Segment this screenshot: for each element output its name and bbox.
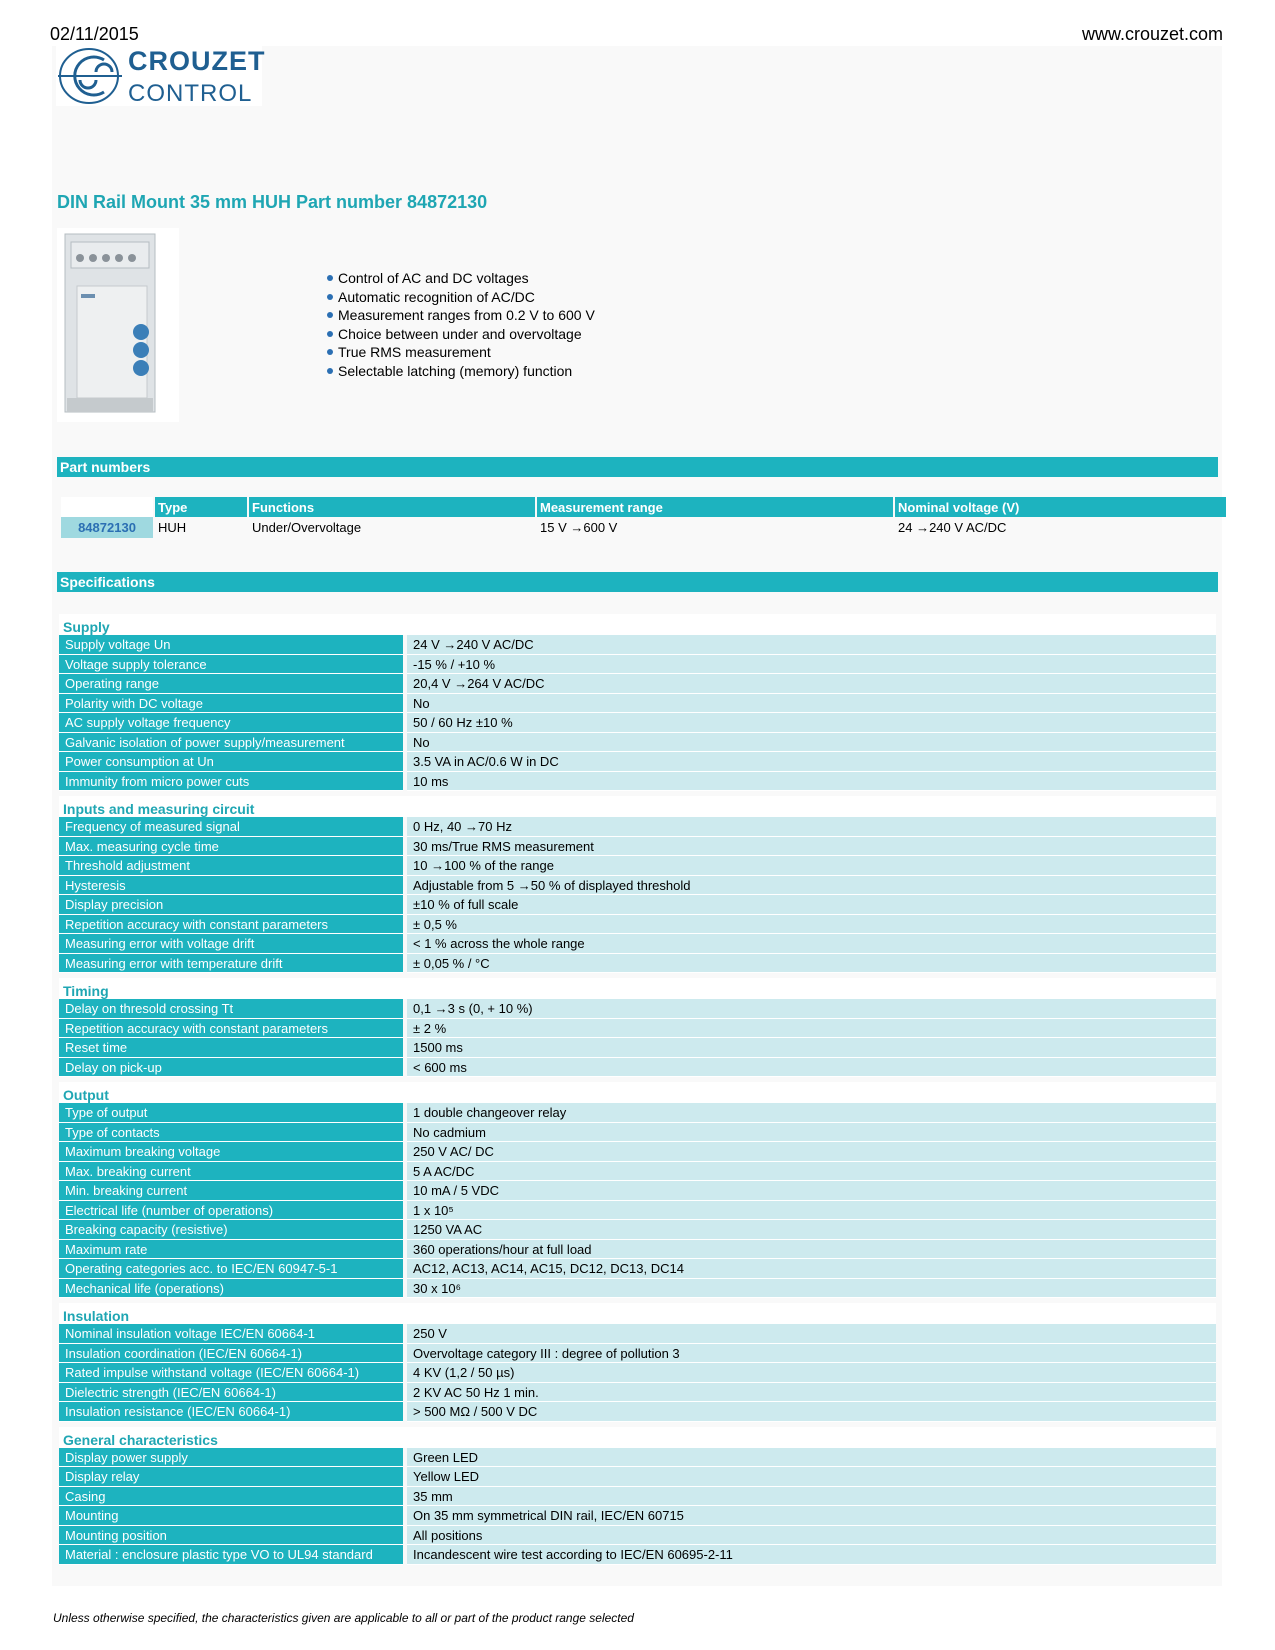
column-header: Nominal voltage (V) xyxy=(895,497,1226,517)
spec-label: Breaking capacity (resistive) xyxy=(59,1220,403,1240)
spec-row xyxy=(59,1506,1216,1526)
logo-line-1: CROUZET xyxy=(128,46,266,76)
spec-row xyxy=(59,1279,1216,1299)
spec-value: 2 KV AC 50 Hz 1 min. xyxy=(407,1383,1216,1403)
spec-row xyxy=(59,954,1216,974)
spec-value: ±10 % of full scale xyxy=(407,895,1216,915)
spec-value: 30 ms/True RMS measurement xyxy=(407,837,1216,857)
spec-value: 50 / 60 Hz ±10 % xyxy=(407,713,1216,733)
logo-line-2: CONTROL xyxy=(128,80,253,107)
spec-label: Insulation coordination (IEC/EN 60664-1) xyxy=(59,1344,403,1364)
feature-item: Choice between under and overvoltage xyxy=(327,325,595,344)
logo-mark-icon xyxy=(56,46,126,106)
spec-group-title: Insulation xyxy=(59,1303,1216,1324)
spec-label: Delay on pick-up xyxy=(59,1058,403,1078)
spec-label: Insulation resistance (IEC/EN 60664-1) xyxy=(59,1402,403,1422)
spec-label: Repetition accuracy with constant parameters xyxy=(59,915,403,935)
part-numbers-table xyxy=(59,497,1228,538)
spec-label: Rated impulse withstand voltage (IEC/EN 60664-1) xyxy=(59,1363,403,1383)
spec-label: AC supply voltage frequency xyxy=(59,713,403,733)
spec-row xyxy=(59,876,1216,896)
spec-row xyxy=(59,1402,1216,1422)
spec-row xyxy=(59,817,1216,837)
spec-row xyxy=(59,1240,1216,1260)
spec-value: ± 2 % xyxy=(407,1019,1216,1039)
specifications-table xyxy=(59,614,1216,1570)
spec-value: 4 KV (1,2 / 50 µs) xyxy=(407,1363,1216,1383)
spec-value: Adjustable from 5 →50 % of displayed threshold xyxy=(407,876,1216,896)
spec-value: 10 mA / 5 VDC xyxy=(407,1181,1216,1201)
spec-row xyxy=(59,1058,1216,1078)
spec-label: Type of output xyxy=(59,1103,403,1123)
spec-label: Voltage supply tolerance xyxy=(59,655,403,675)
spec-label: Threshold adjustment xyxy=(59,856,403,876)
spec-row xyxy=(59,1487,1216,1507)
specifications-header: Specifications xyxy=(57,572,1218,592)
spec-row xyxy=(59,1220,1216,1240)
spec-label: Immunity from micro power cuts xyxy=(59,772,403,792)
spec-value: 10 →100 % of the range xyxy=(407,856,1216,876)
spec-value: 1 x 10⁵ xyxy=(407,1201,1216,1221)
spec-row xyxy=(59,694,1216,714)
spec-row xyxy=(59,635,1216,655)
spec-row xyxy=(59,1324,1216,1344)
spec-label: Polarity with DC voltage xyxy=(59,694,403,714)
spec-label: Mounting position xyxy=(59,1526,403,1546)
spec-value: 1250 VA AC xyxy=(407,1220,1216,1240)
spec-label: Power consumption at Un xyxy=(59,752,403,772)
spec-label: Measuring error with temperature drift xyxy=(59,954,403,974)
spec-value: 35 mm xyxy=(407,1487,1216,1507)
spec-label: Maximum breaking voltage xyxy=(59,1142,403,1162)
spec-row xyxy=(59,895,1216,915)
spec-label: Display relay xyxy=(59,1467,403,1487)
spec-label: Maximum rate xyxy=(59,1240,403,1260)
spec-label: Display power supply xyxy=(59,1448,403,1468)
spec-value: -15 % / +10 % xyxy=(407,655,1216,675)
spec-row xyxy=(59,674,1216,694)
cell-functions: Under/Overvoltage xyxy=(252,520,362,535)
feature-item: True RMS measurement xyxy=(327,343,595,362)
product-image xyxy=(57,228,179,422)
spec-label: Frequency of measured signal xyxy=(59,817,403,837)
spec-value: 5 A AC/DC xyxy=(407,1162,1216,1182)
spec-label: Repetition accuracy with constant parameters xyxy=(59,1019,403,1039)
spec-row xyxy=(59,1383,1216,1403)
column-header: Measurement range xyxy=(537,497,893,517)
spec-row xyxy=(59,1448,1216,1468)
spec-label: Mechanical life (operations) xyxy=(59,1279,403,1299)
spec-label: Galvanic isolation of power supply/measurement xyxy=(59,733,403,753)
spec-value: < 1 % across the whole range xyxy=(407,934,1216,954)
spec-value: 250 V AC/ DC xyxy=(407,1142,1216,1162)
feature-item: Automatic recognition of AC/DC xyxy=(327,288,595,307)
spec-value: 0,1 →3 s (0, + 10 %) xyxy=(407,999,1216,1019)
spec-row xyxy=(59,837,1216,857)
spec-row xyxy=(59,934,1216,954)
spec-label: Nominal insulation voltage IEC/EN 60664-1 xyxy=(59,1324,403,1344)
spec-value: 1500 ms xyxy=(407,1038,1216,1058)
spec-label: Measuring error with voltage drift xyxy=(59,934,403,954)
spec-value: 250 V xyxy=(407,1324,1216,1344)
spec-value: ± 0,05 % / °C xyxy=(407,954,1216,974)
spec-group-title: Output xyxy=(59,1082,1216,1103)
spec-value: 24 V →240 V AC/DC xyxy=(407,635,1216,655)
spec-row xyxy=(59,1142,1216,1162)
header-url[interactable]: www.crouzet.com xyxy=(1081,24,1223,44)
spec-value: Yellow LED xyxy=(407,1467,1216,1487)
spec-label: Material : enclosure plastic type VO to UL94 standard xyxy=(59,1545,403,1565)
spec-row xyxy=(59,1526,1216,1546)
spec-row xyxy=(59,1162,1216,1182)
spec-label: Operating categories acc. to IEC/EN 60947-5-1 xyxy=(59,1259,403,1279)
feature-item: Control of AC and DC voltages xyxy=(327,269,595,288)
spec-label: Max. measuring cycle time xyxy=(59,837,403,857)
spec-group-title: General characteristics xyxy=(59,1427,1216,1448)
column-header: Type xyxy=(155,497,247,517)
spec-label: Electrical life (number of operations) xyxy=(59,1201,403,1221)
feature-list xyxy=(327,269,595,380)
spec-label: Display precision xyxy=(59,895,403,915)
spec-row xyxy=(59,1467,1216,1487)
crouzet-logo xyxy=(56,46,266,107)
spec-label: Operating range xyxy=(59,674,403,694)
spec-value: 360 operations/hour at full load xyxy=(407,1240,1216,1260)
spec-label: Reset time xyxy=(59,1038,403,1058)
spec-row xyxy=(59,1259,1216,1279)
page-title: DIN Rail Mount 35 mm HUH Part number 84872130 xyxy=(57,192,488,212)
spec-value: 3.5 VA in AC/0.6 W in DC xyxy=(407,752,1216,772)
spec-value: No cadmium xyxy=(407,1123,1216,1143)
spec-value: 10 ms xyxy=(407,772,1216,792)
spec-row xyxy=(59,713,1216,733)
spec-row xyxy=(59,999,1216,1019)
spec-value: 20,4 V →264 V AC/DC xyxy=(407,674,1216,694)
spec-value: 0 Hz, 40 →70 Hz xyxy=(407,817,1216,837)
spec-value: < 600 ms xyxy=(407,1058,1216,1078)
spec-value: AC12, AC13, AC14, AC15, DC12, DC13, DC14 xyxy=(407,1259,1216,1279)
spec-value: 1 double changeover relay xyxy=(407,1103,1216,1123)
spec-value: No xyxy=(407,694,1216,714)
spec-value: Overvoltage category III : degree of pollution 3 xyxy=(407,1344,1216,1364)
spec-row xyxy=(59,915,1216,935)
spec-row xyxy=(59,1201,1216,1221)
spec-label: Delay on thresold crossing Tt xyxy=(59,999,403,1019)
spec-row xyxy=(59,1038,1216,1058)
feature-item: Measurement ranges from 0.2 V to 600 V xyxy=(327,306,595,325)
spec-label: Hysteresis xyxy=(59,876,403,896)
spec-row xyxy=(59,1344,1216,1364)
column-header: Functions xyxy=(249,497,535,517)
spec-value: No xyxy=(407,733,1216,753)
spec-row xyxy=(59,1103,1216,1123)
spec-label: Min. breaking current xyxy=(59,1181,403,1201)
cell-voltage: 24 →240 V AC/DC xyxy=(898,520,1007,535)
spec-row xyxy=(59,1123,1216,1143)
cell-range: 15 V →600 V xyxy=(540,520,618,535)
spec-label: Mounting xyxy=(59,1506,403,1526)
spec-value: > 500 MΩ / 500 V DC xyxy=(407,1402,1216,1422)
cell-type: HUH xyxy=(158,520,187,535)
spec-value: All positions xyxy=(407,1526,1216,1546)
spec-row xyxy=(59,1545,1216,1565)
footer-note: Unless otherwise specified, the characteristics given are applicable to all or part of the product range selected xyxy=(53,1611,634,1625)
spec-value: 30 x 10⁶ xyxy=(407,1279,1216,1299)
spec-group-title: Supply xyxy=(59,614,1216,635)
spec-group-title: Inputs and measuring circuit xyxy=(59,796,1216,817)
spec-row xyxy=(59,856,1216,876)
spec-label: Dielectric strength (IEC/EN 60664-1) xyxy=(59,1383,403,1403)
feature-item: Selectable latching (memory) function xyxy=(327,362,595,381)
table-row xyxy=(61,517,1226,538)
spec-row xyxy=(59,1019,1216,1039)
spec-row xyxy=(59,733,1216,753)
spec-value: On 35 mm symmetrical DIN rail, IEC/EN 60715 xyxy=(407,1506,1216,1526)
spec-label: Type of contacts xyxy=(59,1123,403,1143)
spec-group-title: Timing xyxy=(59,978,1216,999)
spec-row xyxy=(59,1363,1216,1383)
spec-label: Supply voltage Un xyxy=(59,635,403,655)
spec-row xyxy=(59,752,1216,772)
spec-value: ± 0,5 % xyxy=(407,915,1216,935)
header-date: 02/11/2015 xyxy=(50,24,139,44)
spec-label: Max. breaking current xyxy=(59,1162,403,1182)
spec-value: Incandescent wire test according to IEC/EN 60695-2-11 xyxy=(407,1545,1216,1565)
spec-label: Casing xyxy=(59,1487,403,1507)
spec-row xyxy=(59,1181,1216,1201)
spec-row xyxy=(59,772,1216,792)
part-numbers-header: Part numbers xyxy=(57,457,1218,477)
spec-value: Green LED xyxy=(407,1448,1216,1468)
part-number-link[interactable]: 84872130 xyxy=(61,517,153,538)
spec-row xyxy=(59,655,1216,675)
